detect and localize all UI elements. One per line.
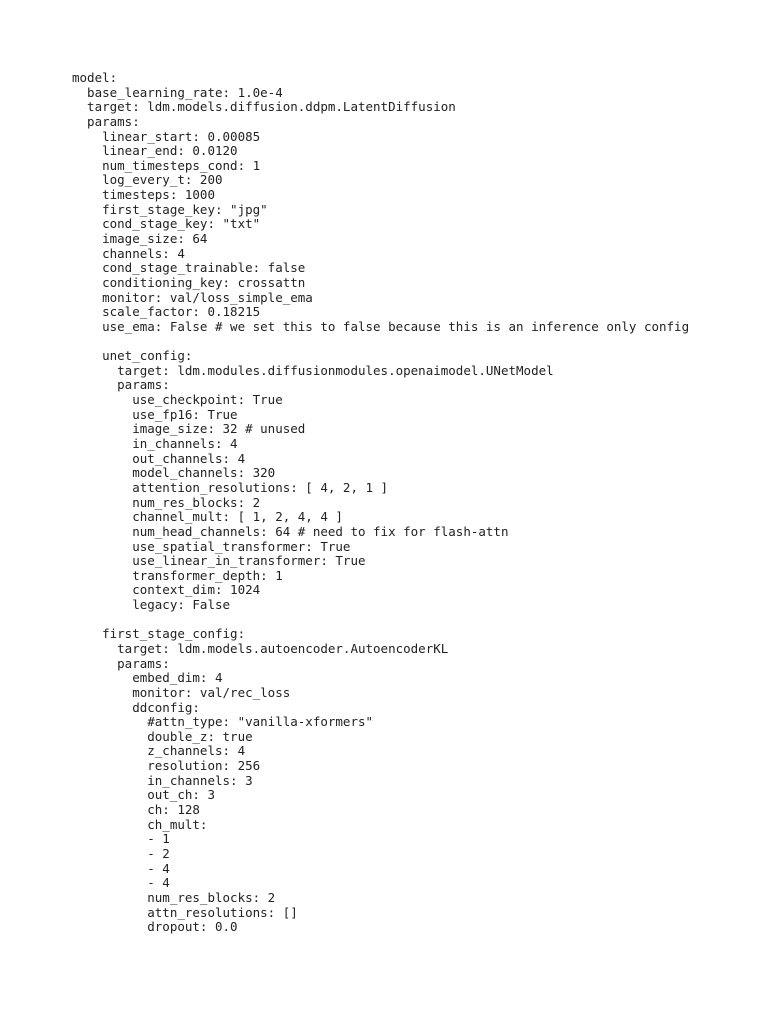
code-line: context_dim: 1024 (72, 582, 261, 598)
code-line: monitor: val/loss_simple_ema (72, 289, 313, 305)
blank-line (72, 335, 752, 350)
blank-line (72, 613, 752, 628)
code-line: timesteps: 1000 (72, 187, 215, 203)
code-line: ch_mult: (72, 816, 208, 832)
code-line: model: (72, 70, 118, 85)
code-line: double_z: true (72, 728, 253, 744)
code-line: ch: 128 (72, 802, 200, 818)
code-line: params: (72, 655, 170, 671)
code-line: - 2 (72, 845, 170, 861)
code-line: params: (72, 113, 140, 129)
code-line: conditioning_key: crossattn (72, 274, 306, 290)
code-line: use_fp16: True (72, 406, 238, 422)
code-line: - 4 (72, 875, 170, 891)
yaml-config-listing (72, 71, 752, 935)
code-line: in_channels: 3 (72, 772, 253, 788)
code-line: out_channels: 4 (72, 450, 246, 466)
code-line: legacy: False (72, 597, 231, 613)
code-line: target: ldm.models.autoencoder.AutoencoderKL (72, 640, 449, 656)
code-line: linear_end: 0.0120 (72, 143, 238, 159)
code-line: use_checkpoint: True (72, 392, 283, 408)
document-page (72, 71, 752, 935)
code-line: attention_resolutions: [ 4, 2, 1 ] (72, 479, 389, 495)
code-line: target: ldm.models.diffusion.ddpm.LatentDiffusion (72, 99, 456, 115)
code-line: use_spatial_transformer: True (72, 538, 351, 554)
code-line: in_channels: 4 (72, 436, 238, 452)
code-line: log_every_t: 200 (72, 172, 223, 188)
code-line: channels: 4 (72, 245, 185, 261)
code-line: first_stage_config: (72, 626, 246, 642)
code-line: z_channels: 4 (72, 743, 246, 759)
code-line: out_ch: 3 (72, 787, 215, 803)
code-line: scale_factor: 0.18215 (72, 304, 261, 320)
code-line: attn_resolutions: [] (72, 904, 298, 920)
code-line: channel_mult: [ 1, 2, 4, 4 ] (72, 509, 343, 525)
code-line: cond_stage_trainable: false (72, 260, 306, 276)
code-line: dropout: 0.0 (72, 919, 238, 935)
code-line: - 1 (72, 831, 170, 847)
code-line: base_learning_rate: 1.0e-4 (72, 84, 283, 100)
code-line: ddconfig: (72, 699, 200, 715)
code-line: unet_config: (72, 348, 193, 364)
code-line: first_stage_key: "jpg" (72, 201, 268, 217)
code-line: cond_stage_key: "txt" (72, 216, 261, 232)
code-line: monitor: val/rec_loss (72, 684, 291, 700)
code-line: image_size: 32 # unused (72, 421, 306, 437)
code-line: num_timesteps_cond: 1 (72, 157, 261, 173)
code-line: #attn_type: "vanilla-xformers" (72, 714, 374, 730)
code-line: target: ldm.modules.diffusionmodules.openaimodel.UNetModel (72, 362, 554, 378)
code-line: params: (72, 377, 170, 393)
code-line: image_size: 64 (72, 231, 208, 247)
code-line: num_res_blocks: 2 (72, 889, 276, 905)
code-line: num_head_channels: 64 # need to fix for flash-attn (72, 523, 509, 539)
code-line: model_channels: 320 (72, 465, 276, 481)
code-line: - 4 (72, 860, 170, 876)
code-line: use_linear_in_transformer: True (72, 553, 366, 569)
code-line: resolution: 256 (72, 758, 261, 774)
code-line: linear_start: 0.00085 (72, 128, 261, 144)
code-line: use_ema: False # we set this to false because this is an inference only config (72, 318, 690, 334)
code-line: transformer_depth: 1 (72, 567, 283, 583)
code-line: num_res_blocks: 2 (72, 494, 261, 510)
code-line: embed_dim: 4 (72, 670, 223, 686)
